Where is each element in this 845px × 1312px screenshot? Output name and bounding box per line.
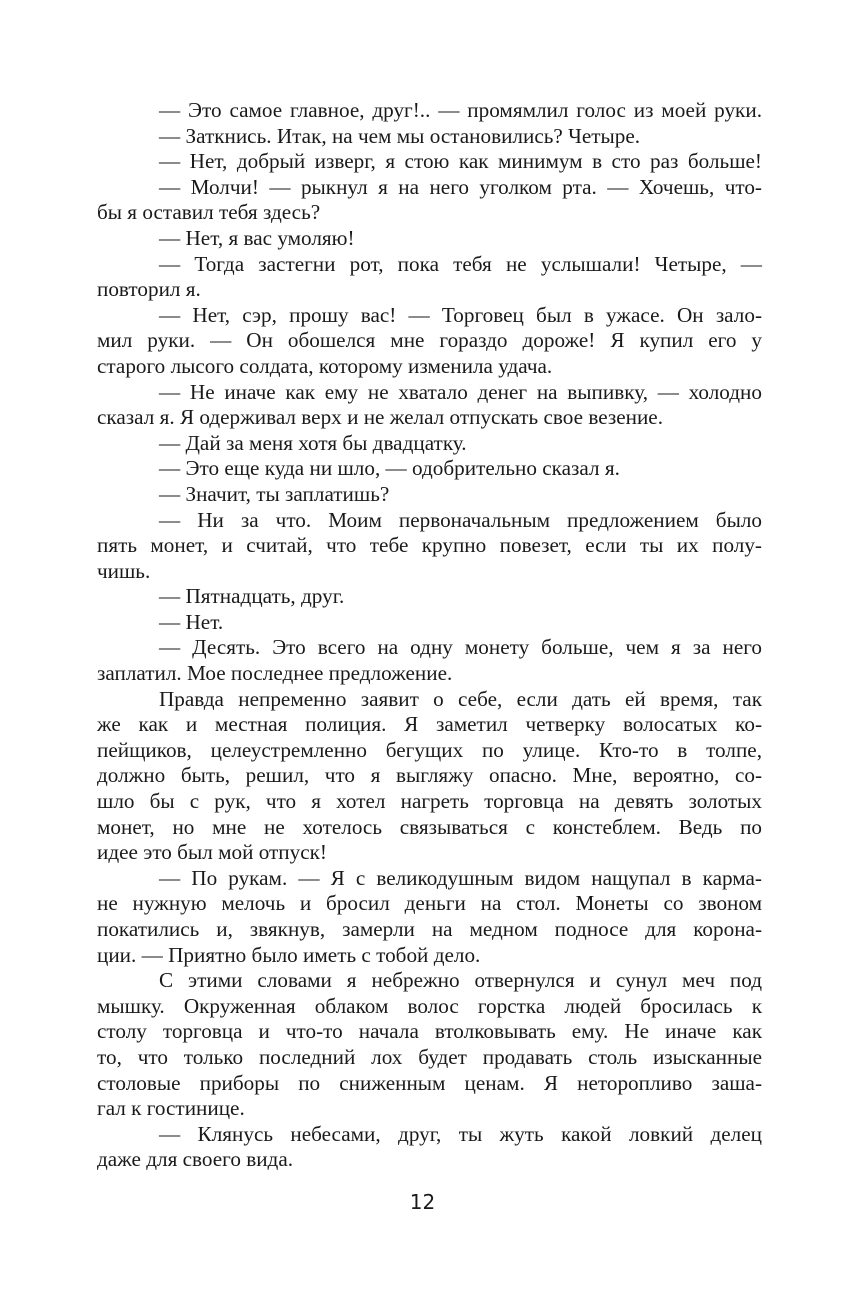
text-line: — Заткнись. Итак, на чем мы остановились? Четыре. [159, 123, 641, 148]
text-line: — Нет. [159, 609, 224, 634]
text-line: столу торговца и что-то начала втолковывать ему. Не иначе как [97, 1019, 762, 1044]
text-line: не нужную мелочь и бросил деньги на стол. Монеты со звоном [97, 891, 762, 916]
text-line: мил руки. — Он обошелся мне гораздо дороже! Я купил его у [97, 328, 762, 353]
text-line: — Ни за что. Моим первоначальным предложением было [159, 507, 762, 532]
text-line: повторил я. [97, 277, 201, 302]
text-line: — Клянусь небесами, друг, ты жуть какой ловкий делец [159, 1121, 762, 1146]
text-line: — Это самое главное, друг!.. — промямлил голос из моей руки. [159, 98, 762, 122]
text-line: бы я оставил тебя здесь? [97, 200, 321, 225]
text-line: то, что только последний лох будет продавать столь изысканные [97, 1044, 762, 1069]
text-line: — Десять. Это всего на одну монету больше, чем я за него [159, 635, 762, 660]
text-line: — Тогда застегни рот, пока тебя не услышали! Четыре, — [159, 251, 762, 276]
text-line: С этими словами я небрежно отвернулся и сунул меч под [159, 968, 762, 993]
page-number: 12 [409, 1190, 436, 1214]
text-line: — Нет, сэр, прошу вас! — Торговец был в ужасе. Он зало- [159, 302, 762, 327]
text-line: — Не иначе как ему не хватало денег на выпивку, — холодно [159, 379, 762, 404]
text-line: же как и местная полиция. Я заметил четверку волосатых ко- [97, 712, 762, 737]
text-line: — По рукам. — Я с великодушным видом нащупал в карма- [159, 865, 762, 890]
text-line: чишь. [97, 558, 151, 583]
text-line: должно быть, решил, что я выгляжу опасно. Мне, вероятно, со- [97, 763, 762, 788]
text-line: монет, но мне не хотелось связываться с констеблем. Ведь по [97, 814, 762, 839]
text-line: — Нет, я вас умоляю! [159, 225, 355, 250]
text-line: ции. — Приятно было иметь с тобой дело. [97, 942, 481, 967]
text-line: заплатил. Мое последнее предложение. [97, 661, 453, 686]
text-line: старого лысого солдата, которому изменила удача. [97, 353, 553, 378]
text-line: — Молчи! — рыкнул я на него уголком рта. — Хочешь, что- [159, 174, 762, 199]
text-line: — Это еще куда ни шло, — одобрительно сказал я. [159, 456, 620, 481]
text-line: даже для своего вида. [97, 1147, 294, 1172]
text-line: — Нет, добрый изверг, я стою как минимум в сто раз больше! [159, 149, 762, 174]
text-line: — Дай за меня хотя бы двадцатку. [159, 430, 467, 455]
text-line: сказал я. Я одерживал верх и не желал отпускать свое везение. [97, 405, 664, 430]
body-text [97, 98, 762, 1173]
text-line: пять монет, и считай, что тебе крупно повезет, если ты их полу- [97, 533, 762, 558]
text-line: идее это был мой отпуск! [97, 840, 327, 865]
text-line: — Пятнадцать, друг. [159, 584, 345, 609]
text-line: шло бы с рук, что я хотел нагреть торговца на девять золотых [97, 789, 762, 814]
text-line: столовые приборы по сниженным ценам. Я неторопливо заша- [97, 1070, 762, 1095]
text-line: мышку. Окруженная облаком волос горстка людей бросилась к [97, 993, 762, 1018]
text-line: Правда непременно заявит о себе, если дать ей время, так [159, 686, 762, 711]
text-line: гал к гостинице. [97, 1096, 245, 1121]
text-line: пейщиков, целеустремленно бегущих по улице. Кто-то в толпе, [97, 737, 762, 762]
text-line: — Значит, ты заплатишь? [159, 481, 390, 506]
text-line: покатились и, звякнув, замерли на медном подносе для корона- [97, 917, 762, 941]
